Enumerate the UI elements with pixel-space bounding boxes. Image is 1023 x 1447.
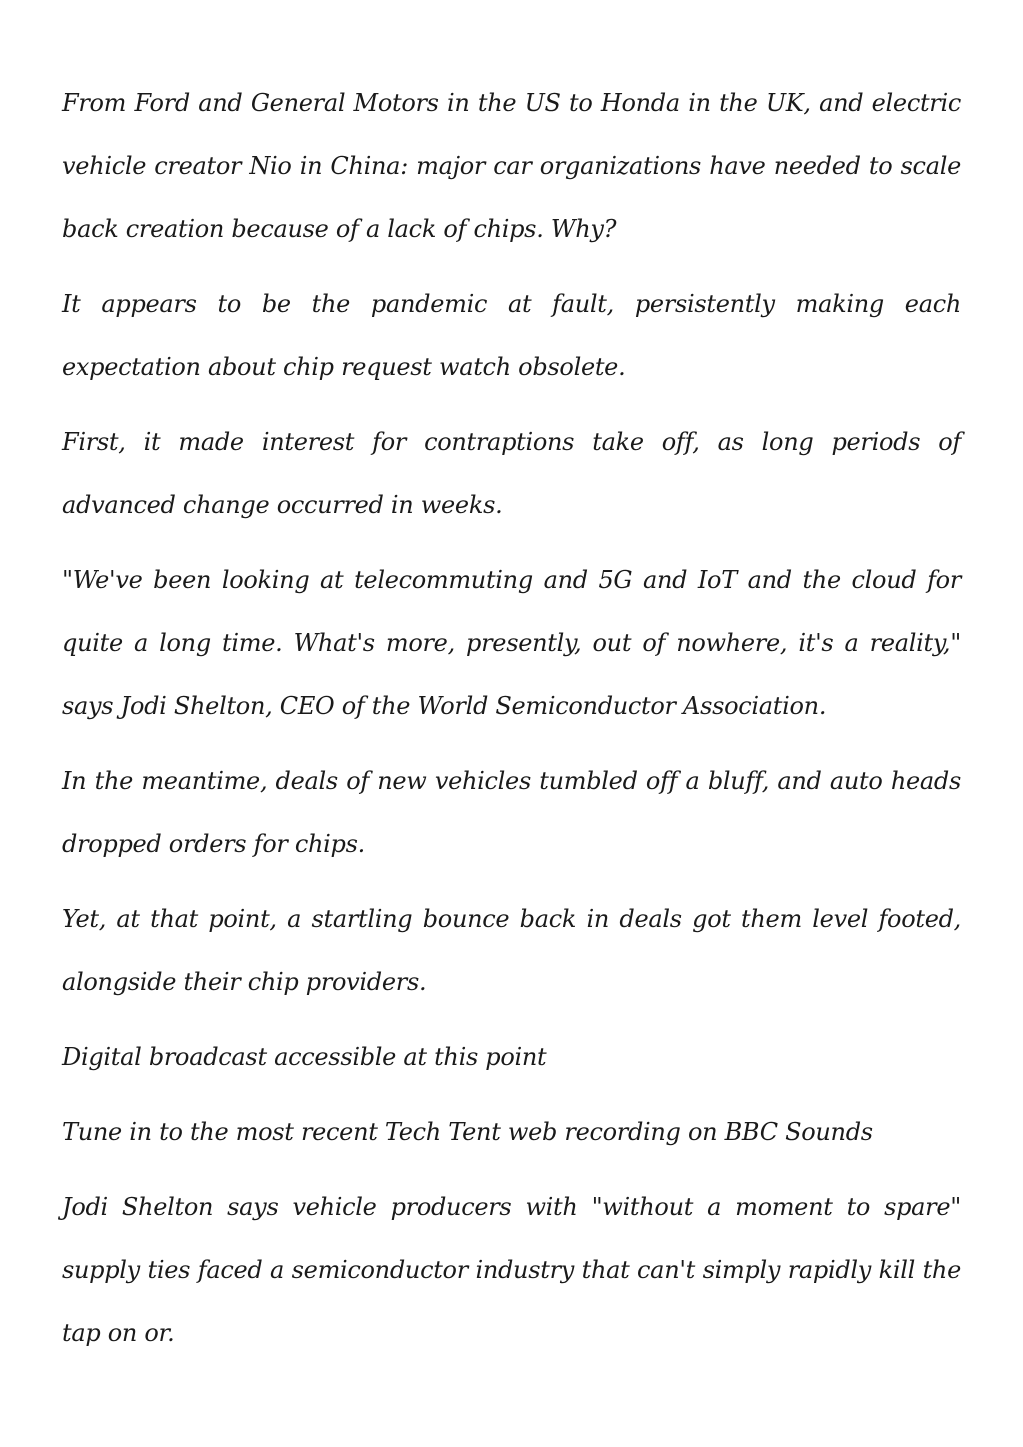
paragraph-demand-surge: First, it made interest for contraptions take off, as long periods of advanced change occurred in weeks.: [62, 428, 961, 519]
paragraph-pandemic-fault: It appears to be the pandemic at fault, persistently making each expectation about chip request watch obsolete.: [62, 290, 961, 381]
paragraph-sales-bounce-back: Yet, at that point, a startling bounce back in deals got them level footed, alongside their chip providers.: [62, 905, 961, 996]
paragraph-supply-ties: Jodi Shelton says vehicle producers with "without a moment to spare" supply ties faced a semiconductor industry that can't simply rapidly kill the tap on or.: [62, 1193, 961, 1347]
article-body: [62, 72, 961, 1377]
paragraph-vehicle-sales-drop: In the meantime, deals of new vehicles tumbled off a bluff, and auto heads dropped orders for chips.: [62, 767, 961, 858]
paragraph-chip-shortage-intro: From Ford and General Motors in the US to Honda in the UK, and electric vehicle creator Nio in China: major car organizations have needed to scale back creation because of a lack of chips. Why?: [62, 89, 961, 243]
paragraph-shelton-quote: "We've been looking at telecommuting and 5G and IoT and the cloud for quite a long time. What's more, presently, out of nowhere, it's a reality," says Jodi Shelton, CEO of the World Semiconductor Association.: [62, 566, 961, 720]
paragraph-broadcast-note: Digital broadcast accessible at this point: [62, 1043, 547, 1071]
paragraph-tech-tent: Tune in to the most recent Tech Tent web recording on BBC Sounds: [62, 1118, 873, 1146]
